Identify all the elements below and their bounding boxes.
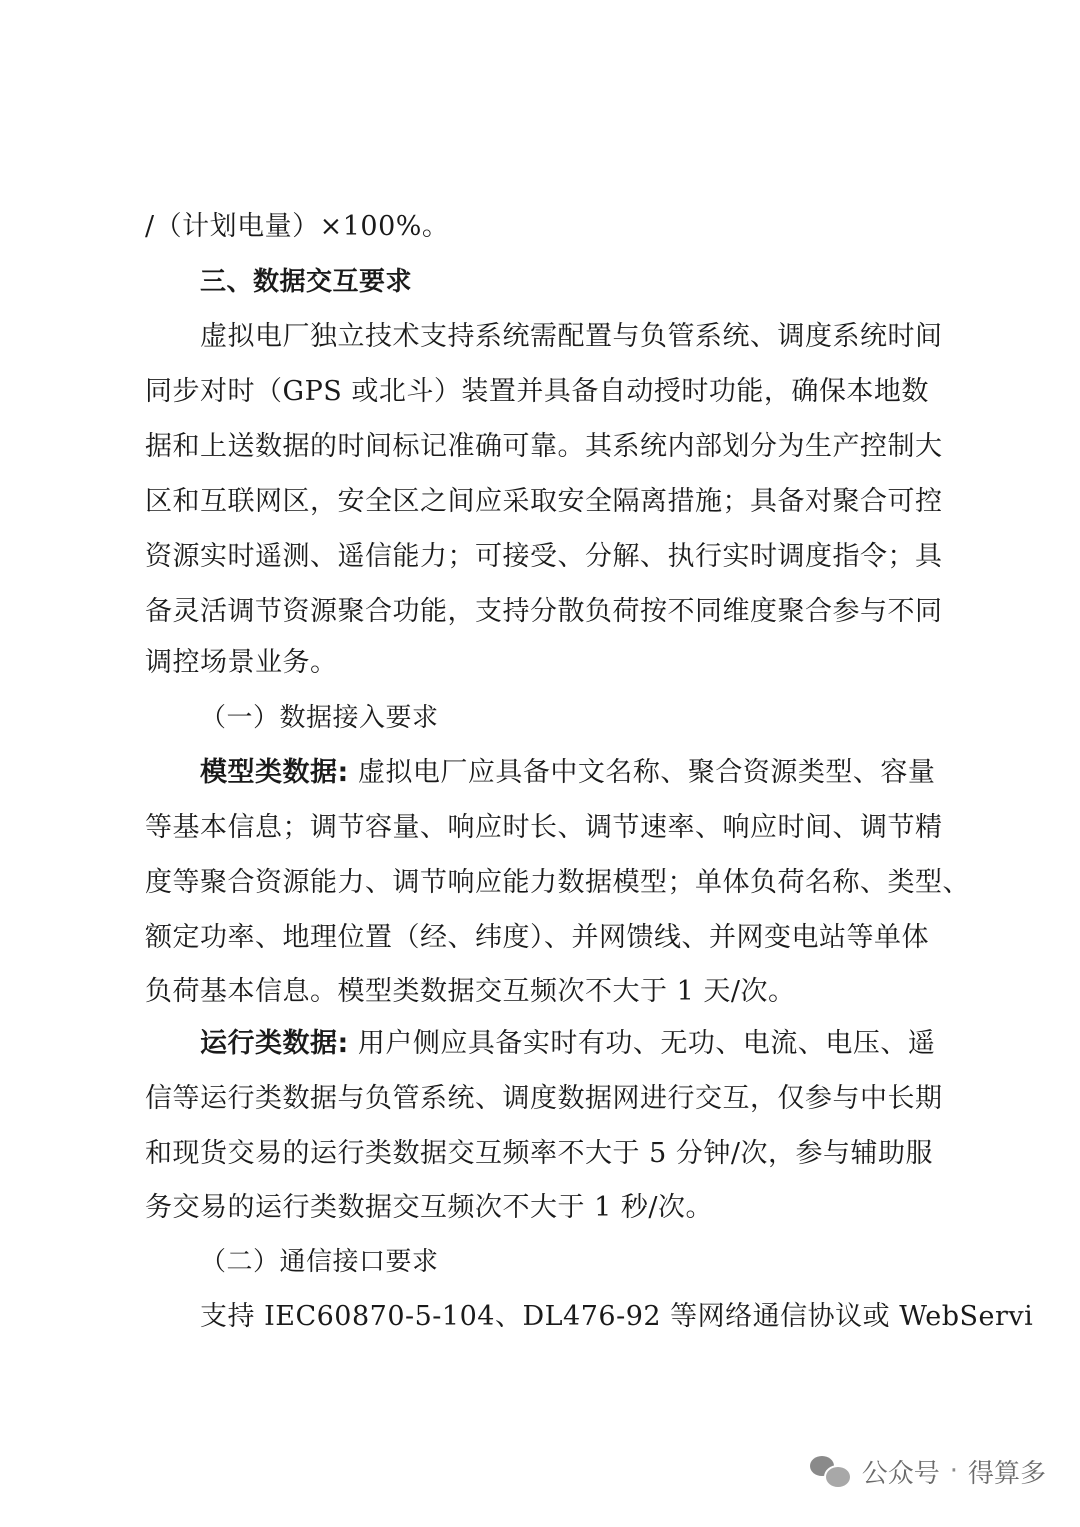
paragraph-line: 备灵活调节资源聚合功能，支持分散负荷按不同维度聚合参与不同 [145,596,943,627]
paragraph-line [200,753,945,793]
watermark-prefix: 公众号 [861,1458,940,1489]
wechat-icon [808,1453,852,1489]
paragraph-line: 负荷基本信息。模型类数据交互频次不大于 1 天/次。 [145,976,796,1007]
paragraph-line: 调控场景业务。 [145,647,338,678]
paragraph-line: 信等运行类数据与负管系统、调度数据网进行交互，仅参与中长期 [145,1083,943,1114]
section-heading: 三、数据交互要求 [200,267,413,297]
paragraph-line: 据和上送数据的时间标记准确可靠。其系统内部划分为生产控制大 [145,431,943,462]
runtime-data-label: 运行类数据: [200,1028,349,1059]
paragraph-line: 支持 IEC60870-5-104、DL476-92 等网络通信协议或 WebServi [200,1301,1034,1332]
model-data-label: 模型类数据: [200,757,349,788]
subsection-heading: （一）数据接入要求 [200,703,439,733]
paragraph-line [200,1024,945,1064]
paragraph-text: 虚拟电厂应具备中文名称、聚合资源类型、容量 [348,757,936,788]
paragraph-text: 用户侧应具备实时有功、无功、电流、电压、遥 [348,1028,936,1059]
paragraph-line: 度等聚合资源能力、调节响应能力数据模型；单体负荷名称、类型、 [145,867,970,898]
paragraph-line: 等基本信息；调节容量、响应时长、调节速率、响应时间、调节精 [145,812,943,843]
paragraph-line: 务交易的运行类数据交互频次不大于 1 秒/次。 [145,1192,713,1223]
paragraph-line: 额定功率、地理位置（经、纬度）、并网馈线、并网变电站等单体 [145,922,929,953]
paragraph-line: 和现货交易的运行类数据交互频率不大于 5 分钟/次，参与辅助服 [145,1138,933,1169]
paragraph-line: 虚拟电厂独立技术支持系统需配置与负管系统、调度系统时间 [200,321,943,352]
paragraph-line: 资源实时遥测、遥信能力；可接受、分解、执行实时调度指令；具 [145,541,943,572]
subsection-heading: （二）通信接口要求 [200,1247,439,1277]
formula-tail: /（计划电量）×100%。 [145,211,450,242]
wechat-watermark [808,1449,1046,1493]
watermark-account-name: 得算多 [967,1458,1046,1489]
paragraph-line: 区和互联网区，安全区之间应采取安全隔离措施；具备对聚合可控 [145,486,943,517]
watermark-separator: · [949,1456,958,1486]
paragraph-line: 同步对时（GPS 或北斗）装置并具备自动授时功能，确保本地数 [145,376,929,407]
